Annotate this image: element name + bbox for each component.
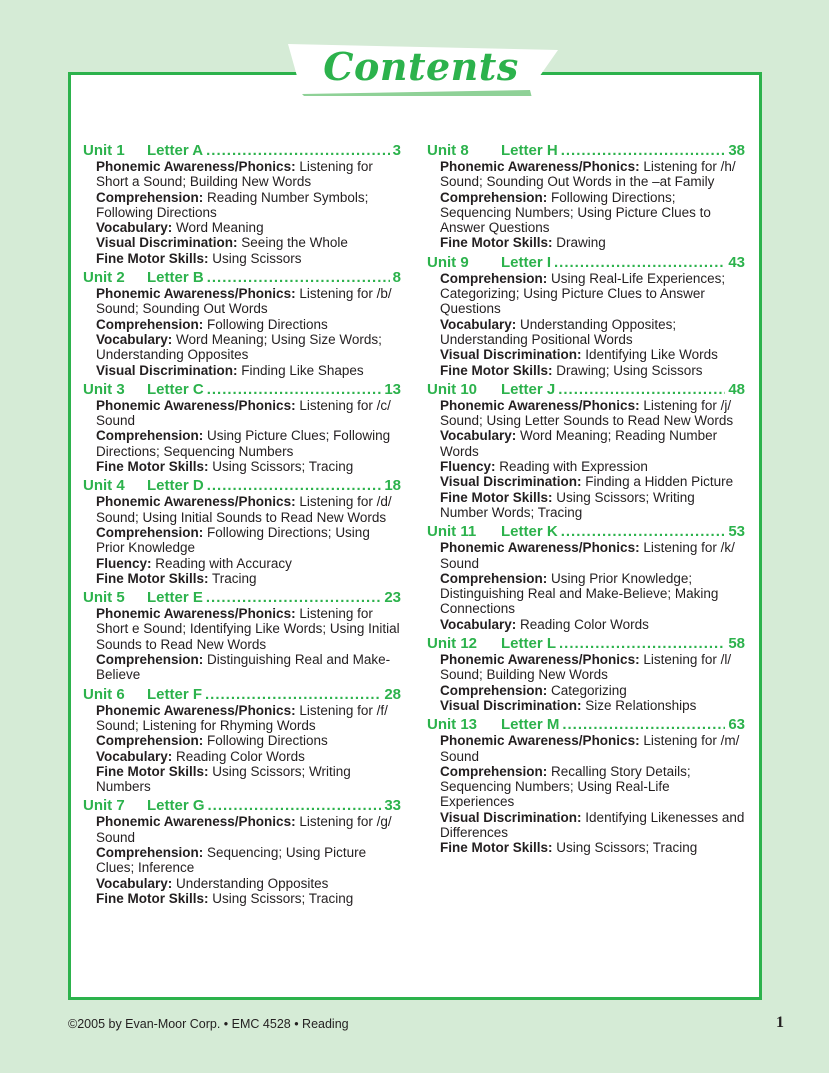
dot-leader <box>207 381 382 398</box>
skill-item <box>440 540 745 571</box>
skill-label: Vocabulary: <box>440 316 517 332</box>
skill-text: Using Scissors <box>208 250 302 266</box>
skill-item <box>96 749 401 764</box>
skill-text: Word Meaning; Reading Number Words <box>440 428 718 459</box>
skill-label: Phonemic Awareness/Phonics: <box>96 286 296 302</box>
skill-label: Visual Discrimination: <box>440 697 582 713</box>
skill-text: Categorizing <box>547 682 627 698</box>
skill-item <box>96 876 401 891</box>
skill-text: Finding Like Shapes <box>237 362 364 378</box>
skill-item <box>440 617 745 632</box>
skill-label: Phonemic Awareness/Phonics: <box>96 159 296 174</box>
skill-item <box>96 363 401 378</box>
toc-entry <box>83 477 401 586</box>
skill-label: Fine Motor Skills: <box>96 459 209 475</box>
skill-label: Phonemic Awareness/Phonics: <box>440 540 640 556</box>
skill-item <box>96 235 401 250</box>
skill-text: Reading with Accuracy <box>151 555 292 571</box>
skill-item <box>440 571 745 617</box>
dot-leader <box>206 589 381 606</box>
skill-item <box>96 525 401 556</box>
skill-text: Following Directions; Sequencing Numbers; Using Picture Clues to Answer Questions <box>440 189 711 236</box>
unit-letter: Letter E <box>147 589 203 607</box>
skill-label: Vocabulary: <box>96 748 173 764</box>
skill-label: Vocabulary: <box>96 331 173 347</box>
unit-page-number: 63 <box>728 716 745 734</box>
unit-heading[interactable] <box>427 635 745 652</box>
skill-text: Identifying Likenesses and Differences <box>440 809 745 840</box>
skill-item <box>96 764 401 795</box>
skill-text: Following Directions; Using Prior Knowledge <box>96 524 370 556</box>
skill-label: Comprehension: <box>96 844 204 860</box>
unit-page-number: 43 <box>728 253 745 271</box>
unit-page-number: 23 <box>384 589 401 607</box>
unit-heading[interactable] <box>427 523 745 540</box>
skill-item <box>96 220 401 235</box>
skill-text: Listening for /f/ Sound; Listening for Rhyming Words <box>96 702 388 733</box>
skill-item <box>440 474 745 489</box>
skill-item <box>96 556 401 571</box>
skill-list <box>83 606 401 682</box>
skill-label: Comprehension: <box>440 270 548 286</box>
skill-item <box>96 845 401 876</box>
skill-label: Vocabulary: <box>96 220 173 236</box>
toc-entry <box>427 523 745 632</box>
unit-page-number: 53 <box>728 523 745 541</box>
skill-text: Listening for Short e Sound; Identifying Like Words; Using Initial Sounds to Read New Words <box>96 606 400 652</box>
skill-item <box>440 764 745 810</box>
skill-label: Fine Motor Skills: <box>440 840 553 856</box>
skill-text: Listening for /m/ Sound <box>440 733 740 764</box>
skill-label: Fine Motor Skills: <box>440 362 553 378</box>
skill-text: Listening for /d/ Sound; Using Initial Sounds to Read New Words <box>96 494 392 525</box>
unit-page-number: 3 <box>392 142 401 159</box>
unit-number: Unit 11 <box>427 523 477 541</box>
unit-number: Unit 3 <box>83 380 125 398</box>
skill-item <box>96 159 401 190</box>
unit-heading[interactable] <box>427 142 745 159</box>
toc-entry <box>83 589 401 682</box>
skill-text: Using Real-Life Experiences; Categorizing; Using Picture Clues to Answer Questions <box>440 270 726 317</box>
skill-text: Following Directions <box>203 733 328 749</box>
toc-entry <box>83 686 401 795</box>
skill-text: Drawing; Using Scissors <box>552 362 703 378</box>
skill-text: Reading Color Words <box>172 748 305 764</box>
unit-number: Unit 10 <box>427 380 478 398</box>
skill-item <box>96 733 401 748</box>
skill-label: Phonemic Awareness/Phonics: <box>440 159 640 174</box>
unit-number: Unit 7 <box>83 797 125 815</box>
skill-text: Listening for /l/ Sound; Building New Words <box>440 652 732 683</box>
unit-heading[interactable] <box>83 269 401 286</box>
skill-list <box>83 814 401 906</box>
skill-label: Vocabulary: <box>440 616 517 632</box>
skill-text: Using Picture Clues; Following Directions; Sequencing Numbers <box>96 428 391 459</box>
skill-item <box>96 332 401 363</box>
dot-leader <box>559 635 725 652</box>
skill-text: Word Meaning <box>172 220 264 236</box>
unit-heading[interactable] <box>83 686 401 703</box>
skill-text: Listening for /j/ Sound; Using Letter Sounds to Read New Words <box>440 397 734 429</box>
unit-page-number: 38 <box>728 142 745 159</box>
skill-item <box>96 703 401 734</box>
skill-item <box>440 159 745 190</box>
page-number: 1 <box>776 1014 784 1031</box>
unit-letter: Letter G <box>147 797 205 815</box>
unit-heading[interactable] <box>83 477 401 494</box>
skill-text: Using Scissors; Writing Number Words; Tracing <box>440 489 695 520</box>
toc-entry <box>83 269 401 378</box>
unit-letter: Letter A <box>147 142 204 159</box>
skill-item <box>96 317 401 332</box>
skill-label: Fine Motor Skills: <box>96 763 209 779</box>
skill-text: Using Scissors; Tracing <box>552 840 698 856</box>
unit-page-number: 18 <box>384 477 401 495</box>
skill-label: Fine Motor Skills: <box>440 235 553 251</box>
skill-label: Comprehension: <box>440 189 548 205</box>
skill-item <box>96 251 401 266</box>
unit-letter: Letter D <box>147 477 204 495</box>
unit-letter: Letter C <box>147 380 204 398</box>
unit-heading[interactable] <box>427 716 745 733</box>
skill-label: Fine Motor Skills: <box>96 890 209 906</box>
skill-text: Listening for /g/ Sound <box>96 814 392 845</box>
unit-page-number: 8 <box>392 269 401 287</box>
unit-number: Unit 12 <box>427 635 478 653</box>
skill-text: Identifying Like Words <box>581 347 718 363</box>
skill-item <box>440 235 745 250</box>
skill-item <box>96 428 401 459</box>
copyright-footer: ©2005 by Evan-Moor Corp. • EMC 4528 • Reading <box>68 1017 349 1031</box>
skill-item <box>440 840 745 855</box>
toc-entry <box>427 635 745 713</box>
skill-text: Distinguishing Real and Make-Believe <box>96 652 391 683</box>
skill-list <box>427 652 745 713</box>
skill-label: Phonemic Awareness/Phonics: <box>96 814 296 830</box>
unit-letter: Letter L <box>501 635 557 653</box>
skill-text: Using Scissors; Writing Numbers <box>96 763 351 795</box>
skill-item <box>96 652 401 683</box>
dot-leader <box>206 142 390 159</box>
toc-entry <box>83 381 401 474</box>
skill-item <box>440 271 745 317</box>
skill-list <box>83 494 401 586</box>
skill-item <box>440 398 745 429</box>
toc-entry <box>83 797 401 906</box>
skill-list <box>83 286 401 378</box>
skill-list <box>427 398 745 520</box>
unit-letter: Letter H <box>501 142 558 159</box>
toc-column-right <box>427 142 745 859</box>
unit-number: Unit 5 <box>83 589 125 607</box>
unit-letter: Letter K <box>501 523 558 541</box>
unit-letter: Letter F <box>147 685 203 703</box>
skill-item <box>96 891 401 906</box>
skill-label: Phonemic Awareness/Phonics: <box>440 397 640 413</box>
skill-text: Understanding Opposites; Understanding Positional Words <box>440 316 677 347</box>
unit-heading[interactable] <box>83 381 401 398</box>
skill-item <box>96 286 401 317</box>
skill-label: Fluency: <box>440 459 496 475</box>
unit-number: Unit 9 <box>427 253 469 271</box>
skill-label: Fine Motor Skills: <box>440 489 553 505</box>
unit-number: Unit 1 <box>83 142 125 159</box>
unit-page-number: 58 <box>728 635 745 653</box>
skill-label: Comprehension: <box>96 733 204 749</box>
skill-item <box>96 494 401 525</box>
dot-leader <box>561 142 726 159</box>
toc-entry <box>427 716 745 855</box>
skill-text: Drawing <box>552 235 606 251</box>
skill-item <box>440 428 745 459</box>
dot-leader <box>207 477 382 494</box>
dot-leader <box>561 523 726 540</box>
skill-text: Using Prior Knowledge; Distinguishing Real and Make-Believe; Making Connections <box>440 570 719 617</box>
skill-label: Comprehension: <box>440 570 548 586</box>
dot-leader <box>205 686 381 703</box>
skill-text: Word Meaning; Using Size Words; Understanding Opposites <box>96 331 382 363</box>
toc-entry <box>427 381 745 520</box>
skill-label: Comprehension: <box>96 189 204 205</box>
unit-heading[interactable] <box>83 797 401 814</box>
skill-list <box>427 159 745 251</box>
skill-text: Reading with Expression <box>495 459 648 475</box>
dot-leader <box>554 254 725 271</box>
skill-text: Reading Color Words <box>516 616 649 632</box>
unit-heading[interactable] <box>83 589 401 606</box>
skill-text: Size Relationships <box>581 697 697 713</box>
skill-text: Finding a Hidden Picture <box>581 474 734 490</box>
skill-item <box>440 683 745 698</box>
unit-number: Unit 6 <box>83 685 125 703</box>
skill-list <box>83 398 401 474</box>
dot-leader <box>208 797 382 814</box>
skill-item <box>440 347 745 362</box>
unit-page-number: 13 <box>384 380 401 398</box>
skill-item <box>440 652 745 683</box>
skill-label: Visual Discrimination: <box>96 235 238 251</box>
skill-label: Visual Discrimination: <box>96 362 238 378</box>
skill-item <box>96 398 401 429</box>
unit-letter: Letter J <box>501 380 556 398</box>
skill-text: Seeing the Whole <box>237 235 348 251</box>
skill-item <box>96 459 401 474</box>
dot-leader <box>562 716 725 733</box>
skill-list <box>427 540 745 632</box>
skill-label: Comprehension: <box>96 428 204 444</box>
page-title: Contents <box>323 44 519 89</box>
unit-page-number: 28 <box>384 685 401 703</box>
skill-item <box>440 459 745 474</box>
skill-label: Phonemic Awareness/Phonics: <box>96 397 296 413</box>
skill-item <box>96 606 401 652</box>
skill-text: Recalling Story Details; Sequencing Numbers; Using Real-Life Experiences <box>440 763 691 810</box>
toc-column-left <box>83 142 401 909</box>
unit-number: Unit 13 <box>427 716 478 734</box>
skill-text: Listening for /k/ Sound <box>440 540 735 571</box>
skill-label: Visual Discrimination: <box>440 347 582 363</box>
skill-label: Phonemic Awareness/Phonics: <box>440 652 640 668</box>
skill-label: Phonemic Awareness/Phonics: <box>96 494 296 510</box>
skill-text: Listening for /b/ Sound; Sounding Out Words <box>96 286 392 317</box>
skill-text: Sequencing; Using Picture Clues; Inference <box>96 844 367 876</box>
skill-label: Comprehension: <box>96 524 204 540</box>
skill-label: Vocabulary: <box>96 875 173 891</box>
skill-label: Visual Discrimination: <box>440 474 582 490</box>
skill-label: Visual Discrimination: <box>440 809 582 825</box>
skill-label: Phonemic Awareness/Phonics: <box>96 702 296 718</box>
skill-item <box>440 317 745 348</box>
unit-heading[interactable] <box>427 381 745 398</box>
unit-letter: Letter M <box>501 716 560 734</box>
unit-letter: Letter B <box>147 269 204 287</box>
unit-page-number: 33 <box>384 797 401 815</box>
unit-page-number: 48 <box>728 380 745 398</box>
skill-item <box>440 190 745 236</box>
skill-item <box>96 814 401 845</box>
skill-item <box>440 490 745 521</box>
skill-text: Using Scissors; Tracing <box>208 890 354 906</box>
skill-label: Fine Motor Skills: <box>96 570 209 586</box>
skill-label: Comprehension: <box>96 652 204 668</box>
skill-text: Listening for Short a Sound; Building New Words <box>96 159 373 190</box>
skill-text: Listening for /h/ Sound; Sounding Out Words in the –at Family <box>440 159 736 190</box>
unit-heading[interactable] <box>83 142 401 159</box>
toc-entry <box>427 254 745 378</box>
skill-label: Phonemic Awareness/Phonics: <box>440 733 640 749</box>
skill-label: Fluency: <box>96 555 152 571</box>
skill-list <box>83 159 401 266</box>
skill-item <box>440 733 745 764</box>
skill-label: Comprehension: <box>440 763 548 779</box>
skill-label: Phonemic Awareness/Phonics: <box>96 606 296 622</box>
dot-leader <box>207 269 390 286</box>
skill-text: Reading Number Symbols; Following Directions <box>96 189 369 220</box>
skill-list <box>427 733 745 855</box>
toc-entry <box>83 142 401 266</box>
unit-number: Unit 8 <box>427 142 469 159</box>
unit-number: Unit 4 <box>83 477 125 495</box>
skill-item <box>440 363 745 378</box>
skill-label: Comprehension: <box>440 682 548 698</box>
skill-label: Vocabulary: <box>440 428 517 444</box>
skill-text: Using Scissors; Tracing <box>208 459 354 475</box>
toc-entry <box>427 142 745 251</box>
title-banner <box>284 42 558 96</box>
skill-item <box>96 571 401 586</box>
dot-leader <box>558 381 725 398</box>
skill-item <box>440 698 745 713</box>
skill-label: Fine Motor Skills: <box>96 250 209 266</box>
skill-text: Tracing <box>208 570 257 586</box>
unit-number: Unit 2 <box>83 269 125 287</box>
skill-item <box>96 190 401 221</box>
unit-letter: Letter I <box>501 253 552 271</box>
skill-text: Listening for /c/ Sound <box>96 397 391 429</box>
unit-heading[interactable] <box>427 254 745 271</box>
skill-item <box>440 810 745 841</box>
skill-text: Following Directions <box>203 316 328 332</box>
skill-list <box>427 271 745 378</box>
skill-list <box>83 703 401 795</box>
skill-text: Understanding Opposites <box>172 875 329 891</box>
skill-label: Comprehension: <box>96 316 204 332</box>
